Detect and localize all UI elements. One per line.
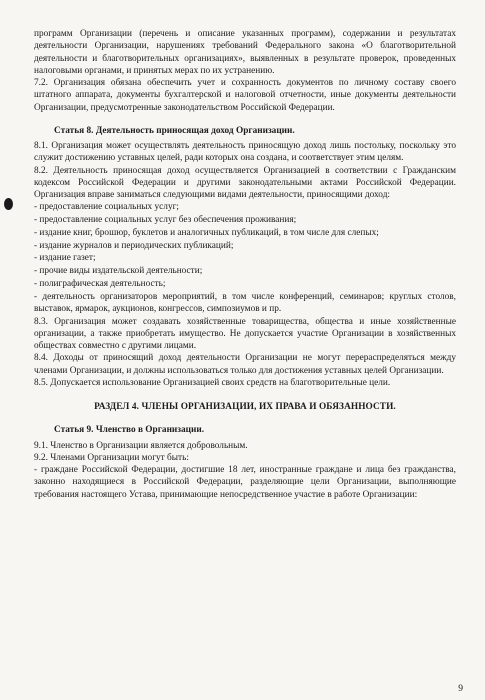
paragraph-7-2: 7.2. Организация обязана обеспечить учет и сохранность документов по личному составу своего штатного аппарата, документы бухгалтерской и налоговой отчетности, иные документы деятельности Организации, предусмотренные законодательством Российской Федерации. <box>34 78 456 113</box>
list-item: - издание журналов и периодических публикаций; <box>34 240 234 251</box>
article-9-title: Статья 9. Членство в Организации. <box>54 425 205 436</box>
article-8-title: Статья 8. Деятельность приносящая доход Организации. <box>54 125 295 136</box>
section-4-title: РАЗДЕЛ 4. ЧЛЕНЫ ОРГАНИЗАЦИИ, ИХ ПРАВА И ОБЯЗАННОСТИ. <box>94 402 396 412</box>
paragraph-8-2: 8.2. Деятельность приносящая доход осуществляется Организацией в соответствии с Гражданским кодексом Российской Федерации и другими законодательными актами Российской Федерации. Организация вправе заниматься следующими видами деятельности, приносящими доход: <box>34 165 456 200</box>
paragraph-8-4: 8.4. Доходы от приносящий доход деятельности Организации не могут перераспределяться между членами Организации, и должны использоваться только для достижения уставных целей Организации. <box>34 353 456 376</box>
paragraph-8-5: 8.5. Допускается использование Организацией своих средств на благотворительные цели. <box>34 377 391 388</box>
list-item: - издание газет; <box>34 253 96 264</box>
list-item: - полиграфическая деятельность; <box>34 278 166 289</box>
document-page <box>34 28 456 501</box>
list-item: - издание книг, брошюр, буклетов и аналогичных публикаций, в том числе для слепых; <box>34 227 379 238</box>
page-number: 9 <box>458 684 463 694</box>
paragraph-7-1-continuation: программ Организации (перечень и описание указанных программ), содержании и результатах деятельности Организации, нарушениях требований Федерального закона «О благотворительной деятельности и благотворительных организациях», выявленных в результате проверок, проведенных налоговыми органами, и принятых мерах по их устранению. <box>34 29 456 76</box>
paragraph-9-2-members: - граждане Российской Федерации, достигшие 18 лет, иностранные граждане и лица без гражданства, законно находящиеся в Российской Федерации, разделяющие цели Организации, выполняющие требования настоящего Устава, принимающие непосредственное участие в работе Организации: <box>34 465 456 500</box>
paragraph-9-1: 9.1. Членство в Организации является добровольным. <box>34 440 248 451</box>
list-item: - предоставление социальных услуг без обеспечения проживания; <box>34 215 297 225</box>
list-item: - деятельность организаторов мероприятий, в том числе конференций, семинаров; круглых столов, выставок, ярмарок, аукционов, конгрессов, симпозиумов и пр. <box>34 291 456 314</box>
paragraph-9-2: 9.2. Членами Организации могут быть: <box>34 452 189 463</box>
paragraph-8-1: 8.1. Организация может осуществлять деятельность приносящую доход лишь постольку, поскольку это служит достижению уставных целей, ради которых она создана, и соответствует этим целям. <box>34 141 456 164</box>
punch-hole-mark <box>4 198 13 210</box>
list-item: - прочие виды издательской деятельности; <box>34 266 203 276</box>
paragraph-8-3: 8.3. Организация может создавать хозяйственные товарищества, общества и иные хозяйственные организации, а также приобретать имущество. Не допускается участие Организации в хозяйственных обществах совместно с другими лицами. <box>34 316 456 351</box>
list-item: - предоставление социальных услуг; <box>34 202 179 213</box>
